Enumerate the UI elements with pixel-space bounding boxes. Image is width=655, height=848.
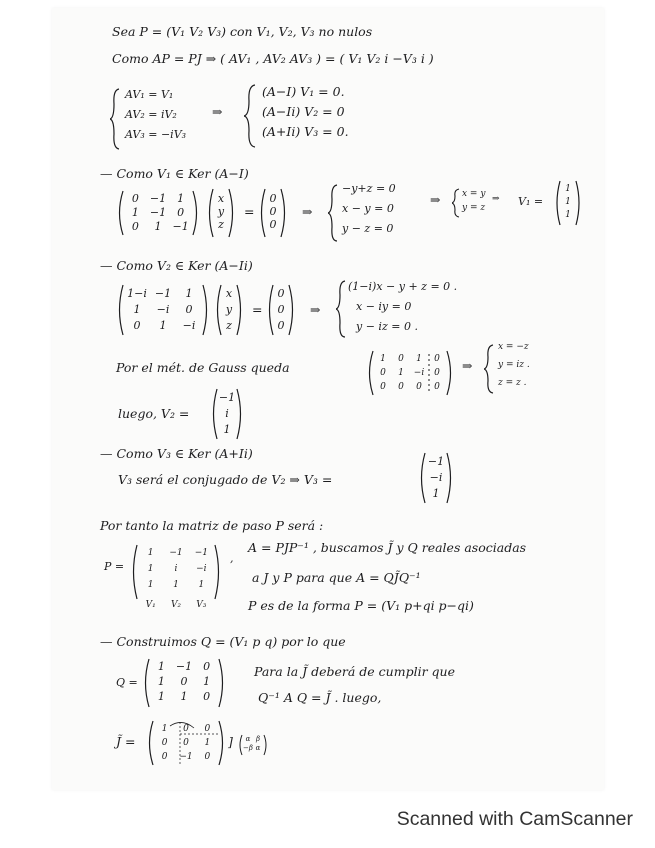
brace-s1 <box>328 184 338 242</box>
implies-arrow-3: ⇒ <box>430 192 441 207</box>
sys2-eq2: (A−Ii) V₂ = 0 <box>262 104 345 119</box>
vector-v2: −1 i 1 <box>210 388 244 440</box>
matrix-a-minus-i: 0 −1 1 1 −1 0 0 1 −1 <box>116 190 200 236</box>
vector-xyz-2: x y z <box>214 284 244 336</box>
zero-vector-2: 0 0 0 <box>266 284 296 336</box>
matrix-a-minus-ii: 1−i −1 1 1 −i 0 0 1 −i <box>116 284 210 336</box>
para-text-2: Q⁻¹ A Q = J̃ . luego, <box>258 690 382 705</box>
p-text-2: a J y P para que A = QJ̃Q⁻¹ <box>252 570 421 585</box>
por-tanto-text: Por tanto la matriz de paso P será : <box>100 518 324 533</box>
implies-arrow-2: ⇒ <box>302 204 313 219</box>
p-text-3: P es de la forma P = (V₁ p+qi p−qi) <box>248 598 474 613</box>
gauss-matrix: 1 0 1 0 0 1 −i 0 0 0 0 0 <box>366 350 454 396</box>
s1-eq1: −y+z = 0 <box>342 182 396 195</box>
para-text-1: Para la J̃ deberá de cumplir que <box>254 664 455 679</box>
line-definition: Sea P = (V₁ V₂ V₃) con V₁, V₂, V₃ no nulos <box>112 24 373 39</box>
matrix-j-tilde: 1 0 0 0 0 1 0 −1 0 <box>146 720 226 766</box>
comma-mark: , <box>230 552 234 565</box>
sys2-eq3: (A+Ii) V₃ = 0. <box>262 124 349 139</box>
heading-ker-a-minus-i: — Como V₁ ∈ Ker (A−I) <box>100 166 249 181</box>
p-label: P = <box>104 560 125 573</box>
brace-s1b <box>452 188 460 218</box>
p-column-labels: V₁ V₂ V₃ <box>145 600 207 610</box>
s3-eq1: x = −z <box>498 342 529 352</box>
s2-eq2: x − iy = 0 <box>356 300 412 313</box>
conjugado-text: V₃ será el conjugado de V₂ ⇒ V₃ = <box>118 472 333 487</box>
equals-sign: = <box>244 204 255 219</box>
brace-s3 <box>484 344 494 394</box>
luego-v2-label: luego, V₂ = <box>118 406 190 421</box>
sys1-eq1: AV₁ = V₁ <box>125 88 174 101</box>
right-brace <box>244 84 256 148</box>
alpha-beta-block: α β −β α <box>238 734 268 756</box>
heading-ker-a-minus-ii: — Como V₂ ∈ Ker (A−Ii) <box>100 258 253 273</box>
implies-arrow: ⇒ <box>212 104 223 119</box>
implies-arrow-4: ⇒ <box>310 302 321 317</box>
construimos-text: — Construimos Q = (V₁ p q) por lo que <box>100 634 346 649</box>
sys1-eq3: AV₃ = −iV₃ <box>125 128 187 141</box>
vector-xyz: x y z <box>206 188 236 238</box>
v1-label: V₁ = <box>518 195 544 208</box>
vector-v3: −1 −i 1 <box>418 452 454 504</box>
j-tilde-label: J̃ = <box>116 734 136 749</box>
equals-sign-2: = <box>252 302 263 317</box>
s1b-eq1: x = y <box>462 189 486 199</box>
s1-eq2: x − y = 0 <box>342 202 394 215</box>
brace-s2 <box>336 280 346 338</box>
zero-vector: 0 0 0 <box>258 188 288 238</box>
s2-eq3: y − iz = 0 . <box>356 320 418 333</box>
s2-eq1: (1−i)x − y + z = 0 . <box>348 280 458 293</box>
line-como-ap: Como AP = PJ ⇒ ( AV₁ , AV₂ AV₃ ) = ( V₁ V₂ i −V₃ i ) <box>112 51 434 66</box>
watermark-text: Scanned with CamScanner <box>396 808 633 830</box>
vector-v1: 1 1 1 <box>554 180 582 226</box>
scanned-page <box>52 8 604 790</box>
bracket-mark: ] <box>228 734 233 749</box>
sys1-eq2: AV₂ = iV₂ <box>125 108 177 121</box>
implies-arrow-5: ⇒ <box>462 358 473 373</box>
q-label: Q = <box>116 676 138 689</box>
s1b-eq2: y = z <box>462 203 486 213</box>
matrix-p: 1 −1 −1 1 i −i 1 1 1 <box>130 544 222 600</box>
gauss-text: Por el mét. de Gauss queda <box>116 360 290 375</box>
left-brace <box>110 88 120 150</box>
s1-eq3: y − z = 0 <box>342 222 394 235</box>
sys2-eq1: (A−I) V₁ = 0. <box>262 84 345 99</box>
arrow-v1: ⇒ <box>492 194 500 204</box>
p-text-1: A = PJP⁻¹ , buscamos J̃ y Q reales asociadas <box>248 540 527 555</box>
matrix-q: 1 −1 0 1 0 1 1 1 0 <box>142 658 226 708</box>
s3-eq3: z = z . <box>498 378 527 388</box>
heading-ker-a-plus-ii: — Como V₃ ∈ Ker (A+Ii) <box>100 446 253 461</box>
s3-eq2: y = iz . <box>498 360 530 370</box>
